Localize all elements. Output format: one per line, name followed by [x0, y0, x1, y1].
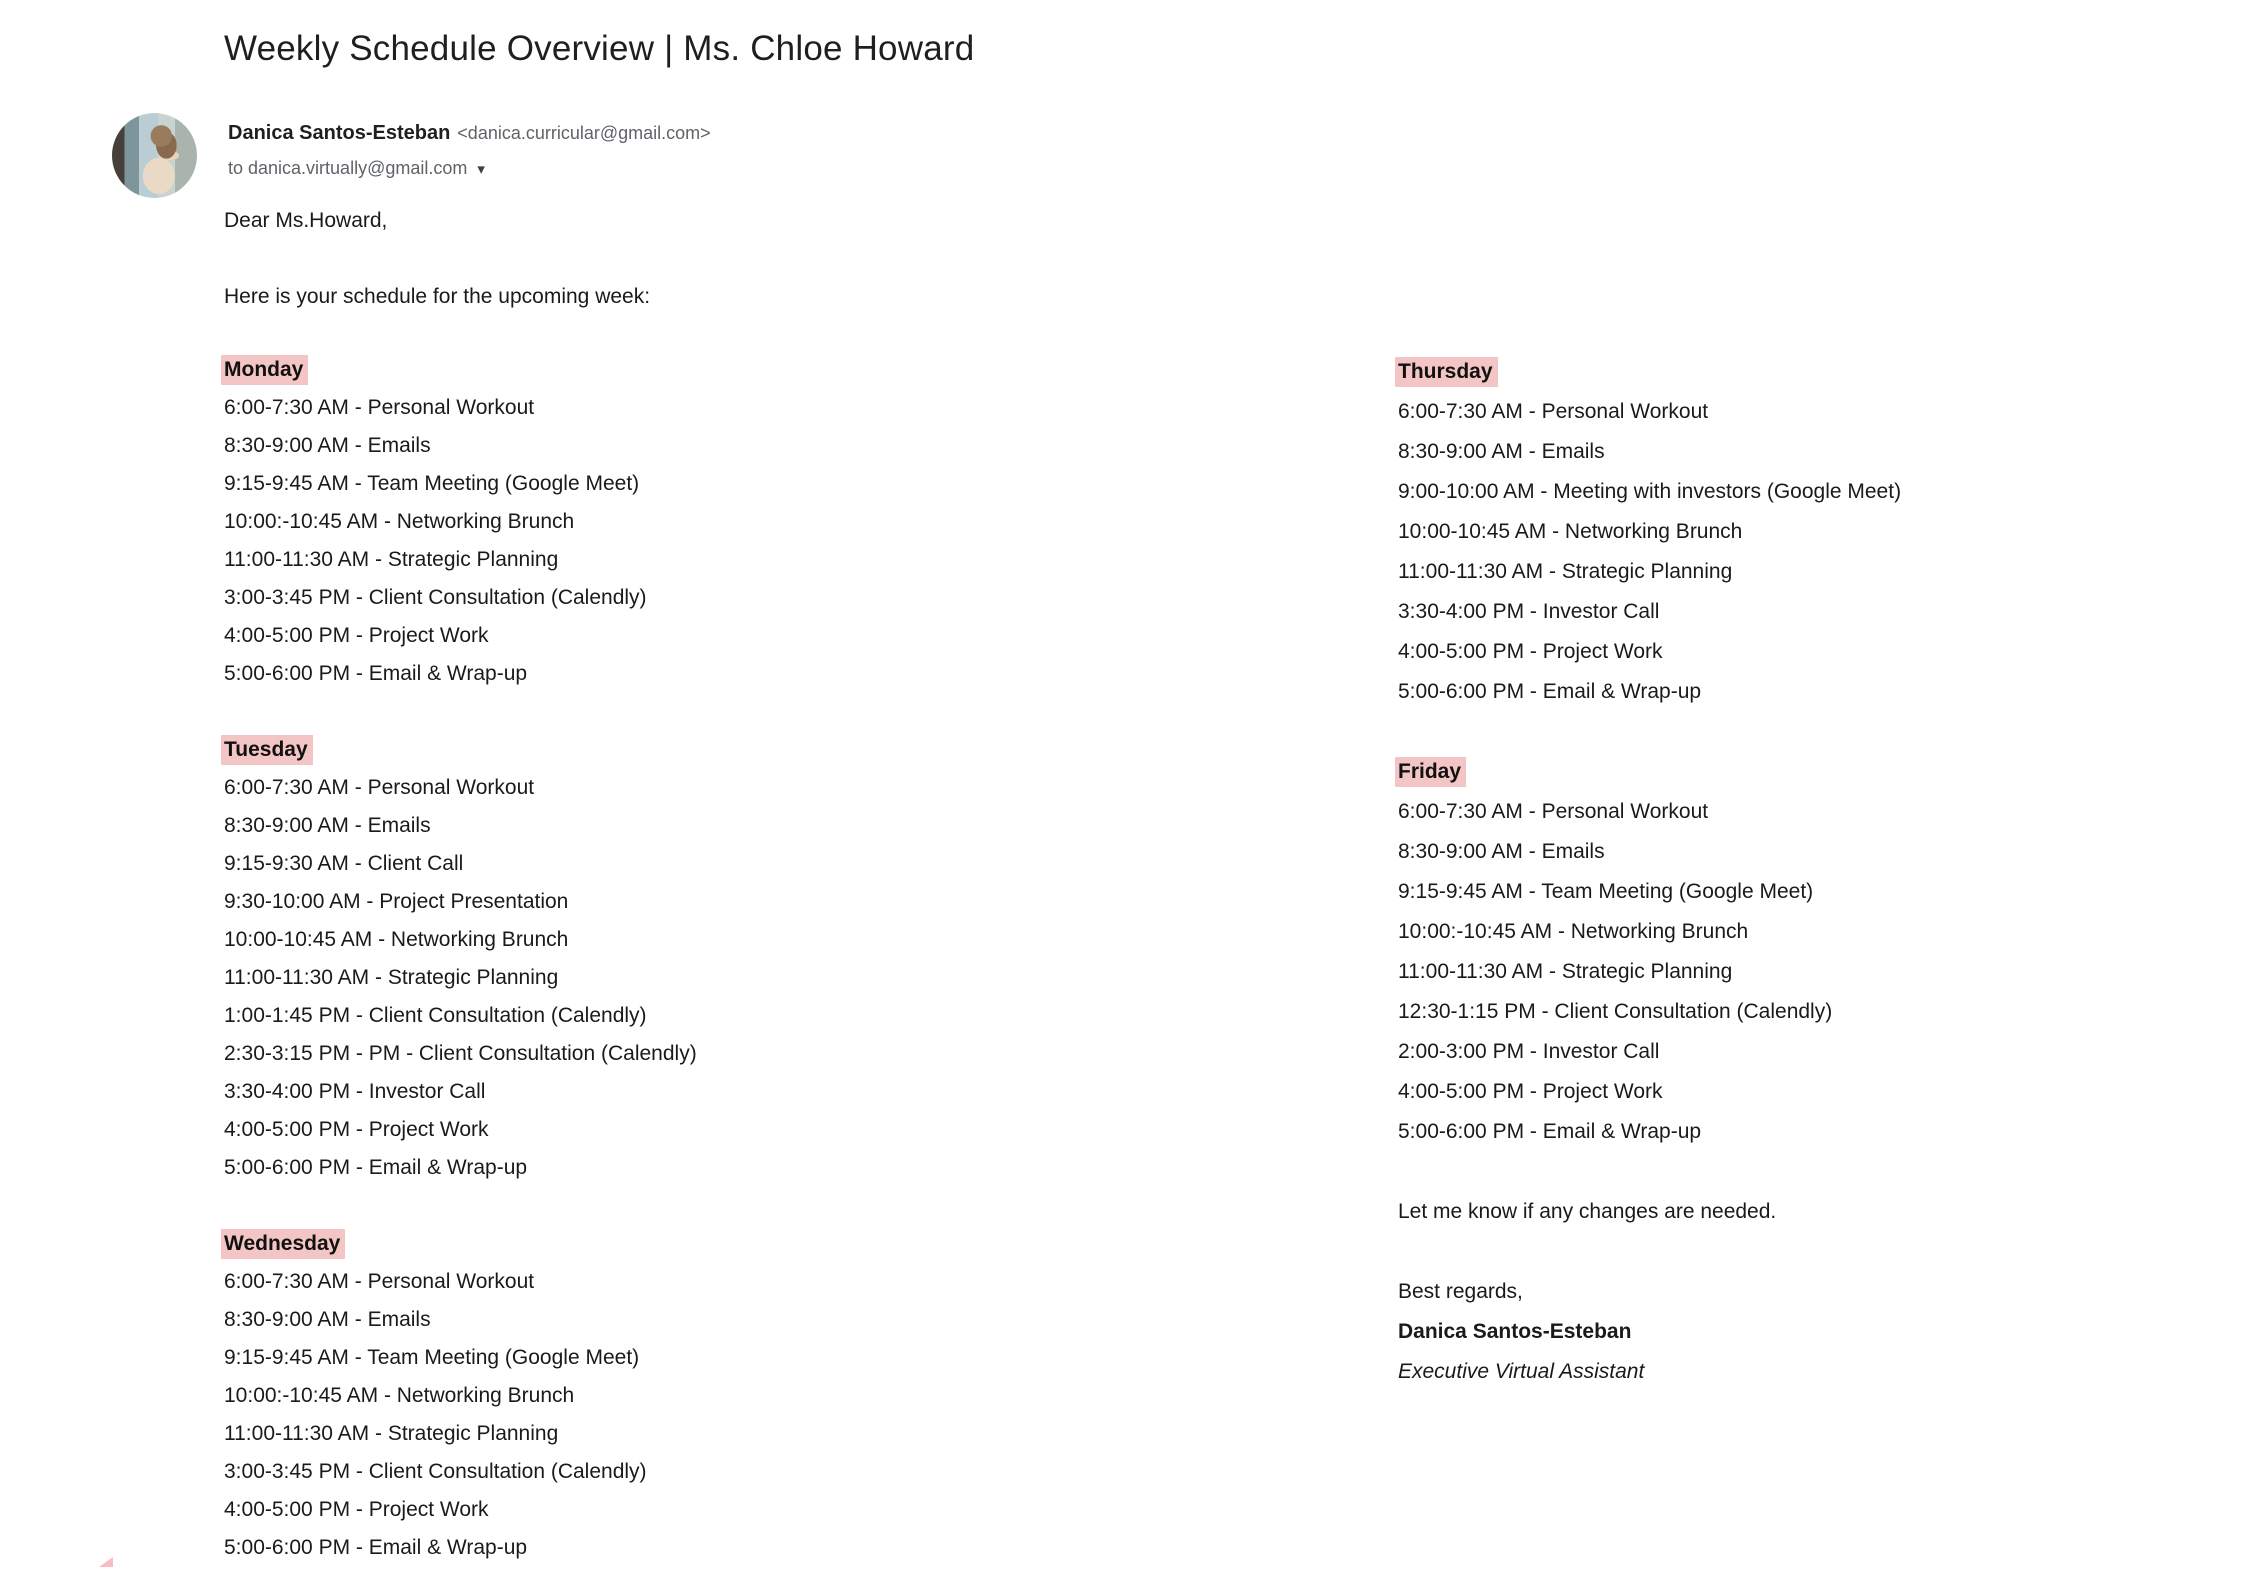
schedule-event: 5:00-6:00 PM - Email & Wrap-up — [224, 662, 528, 685]
schedule-event: 3:30-4:00 PM - Investor Call — [224, 1080, 486, 1103]
schedule-event: 10:00-10:45 AM - Networking Brunch — [1398, 520, 1743, 543]
signature-title: Executive Virtual Assistant — [1398, 1360, 1645, 1383]
schedule-event: 10:00:-10:45 AM - Networking Brunch — [1398, 920, 1749, 943]
day-section — [1398, 752, 2198, 1152]
day-heading-line — [224, 1225, 984, 1263]
right-days — [1398, 352, 2198, 1152]
intro-text: Here is your schedule for the upcoming week: — [224, 285, 651, 308]
day-section — [224, 1225, 984, 1567]
schedule-event: 9:15-9:45 AM - Team Meeting (Google Meet) — [1398, 880, 1814, 903]
day-heading-line — [1398, 752, 2198, 792]
recipient-line: to danica.virtually@gmail.com — [228, 158, 468, 178]
day-heading-line — [224, 731, 984, 769]
schedule-event: 4:00-5:00 PM - Project Work — [1398, 1080, 1663, 1103]
schedule-event: 10:00-10:45 AM - Networking Brunch — [224, 928, 569, 951]
schedule-event: 5:00-6:00 PM - Email & Wrap-up — [224, 1536, 528, 1559]
signoff-text: Best regards, — [1398, 1280, 1523, 1303]
signature-name: Danica Santos-Esteban — [1398, 1320, 1632, 1343]
schedule-event: 11:00-11:30 AM - Strategic Planning — [224, 1422, 559, 1445]
schedule-event: 5:00-6:00 PM - Email & Wrap-up — [1398, 1120, 1702, 1143]
schedule-event: 6:00-7:30 AM - Personal Workout — [1398, 400, 1709, 423]
schedule-event: 11:00-11:30 AM - Strategic Planning — [1398, 560, 1733, 583]
day-items — [224, 769, 984, 1187]
day-items — [224, 1263, 984, 1567]
schedule-event: 3:00-3:45 PM - Client Consultation (Calendly) — [224, 1460, 647, 1483]
sender-meta — [228, 120, 711, 182]
schedule-event: 3:00-3:45 PM - Client Consultation (Calendly) — [224, 586, 647, 609]
schedule-event: 4:00-5:00 PM - Project Work — [224, 1498, 489, 1521]
day-heading-line — [1398, 352, 2198, 392]
schedule-event: 9:00-10:00 AM - Meeting with investors (Google Meet) — [1398, 480, 1902, 503]
email-subject: Weekly Schedule Overview | Ms. Chloe Howard — [224, 29, 975, 68]
day-section — [1398, 352, 2198, 712]
schedule-event: 8:30-9:00 AM - Emails — [224, 1308, 431, 1331]
schedule-event: 8:30-9:00 AM - Emails — [224, 434, 431, 457]
day-heading: Wednesday — [221, 1229, 345, 1259]
day-heading: Thursday — [1395, 357, 1498, 387]
schedule-event: 9:15-9:45 AM - Team Meeting (Google Meet) — [224, 472, 640, 495]
schedule-column-left — [224, 351, 984, 1587]
schedule-event: 3:30-4:00 PM - Investor Call — [1398, 600, 1660, 623]
closing-text: Let me know if any changes are needed. — [1398, 1200, 1777, 1223]
schedule-event: 6:00-7:30 AM - Personal Workout — [1398, 800, 1709, 823]
sender-name: Danica Santos-Esteban — [228, 122, 451, 144]
schedule-event: 9:15-9:30 AM - Client Call — [224, 852, 464, 875]
day-items — [1398, 792, 2198, 1152]
sender-avatar[interactable] — [112, 113, 197, 198]
schedule-column-right — [1398, 352, 2198, 1392]
schedule-event: 6:00-7:30 AM - Personal Workout — [224, 776, 535, 799]
schedule-event: 1:00-1:45 PM - Client Consultation (Calendly) — [224, 1004, 647, 1027]
day-items — [1398, 392, 2198, 712]
schedule-event: 4:00-5:00 PM - Project Work — [224, 624, 489, 647]
day-section — [224, 351, 984, 693]
greeting-text: Dear Ms.Howard, — [224, 209, 388, 232]
schedule-event: 5:00-6:00 PM - Email & Wrap-up — [224, 1156, 528, 1179]
schedule-event: 6:00-7:30 AM - Personal Workout — [224, 1270, 535, 1293]
schedule-event: 2:00-3:00 PM - Investor Call — [1398, 1040, 1660, 1063]
day-heading: Monday — [221, 355, 308, 385]
schedule-event: 12:30-1:15 PM - Client Consultation (Calendly) — [1398, 1000, 1833, 1023]
schedule-event: 8:30-9:00 AM - Emails — [224, 814, 431, 837]
day-heading: Friday — [1395, 757, 1466, 787]
schedule-event: 4:00-5:00 PM - Project Work — [1398, 640, 1663, 663]
day-section — [224, 731, 984, 1187]
sender-email-address: <danica.curricular@gmail.com> — [457, 123, 711, 143]
signature-block — [1398, 1272, 2198, 1392]
day-items — [224, 389, 984, 693]
recipient-details-row[interactable] — [228, 156, 711, 182]
chevron-down-icon[interactable]: ▾ — [477, 161, 485, 178]
schedule-event: 10:00:-10:45 AM - Networking Brunch — [224, 1384, 575, 1407]
schedule-event: 11:00-11:30 AM - Strategic Planning — [224, 548, 559, 571]
schedule-event: 11:00-11:30 AM - Strategic Planning — [1398, 960, 1733, 983]
schedule-event: 5:00-6:00 PM - Email & Wrap-up — [1398, 680, 1702, 703]
pink-highlight-fragment — [99, 1557, 113, 1567]
schedule-event: 2:30-3:15 PM - PM - Client Consultation (Calendly) — [224, 1042, 697, 1065]
schedule-event: 8:30-9:00 AM - Emails — [1398, 440, 1605, 463]
schedule-event: 8:30-9:00 AM - Emails — [1398, 840, 1605, 863]
schedule-event: 4:00-5:00 PM - Project Work — [224, 1118, 489, 1141]
closing-note — [1398, 1192, 2198, 1232]
schedule-event: 9:15-9:45 AM - Team Meeting (Google Meet) — [224, 1346, 640, 1369]
schedule-event: 10:00:-10:45 AM - Networking Brunch — [224, 510, 575, 533]
schedule-event: 9:30-10:00 AM - Project Presentation — [224, 890, 569, 913]
schedule-event: 11:00-11:30 AM - Strategic Planning — [224, 966, 559, 989]
schedule-event: 6:00-7:30 AM - Personal Workout — [224, 396, 535, 419]
day-heading-line — [224, 351, 984, 389]
day-heading: Tuesday — [221, 735, 313, 765]
